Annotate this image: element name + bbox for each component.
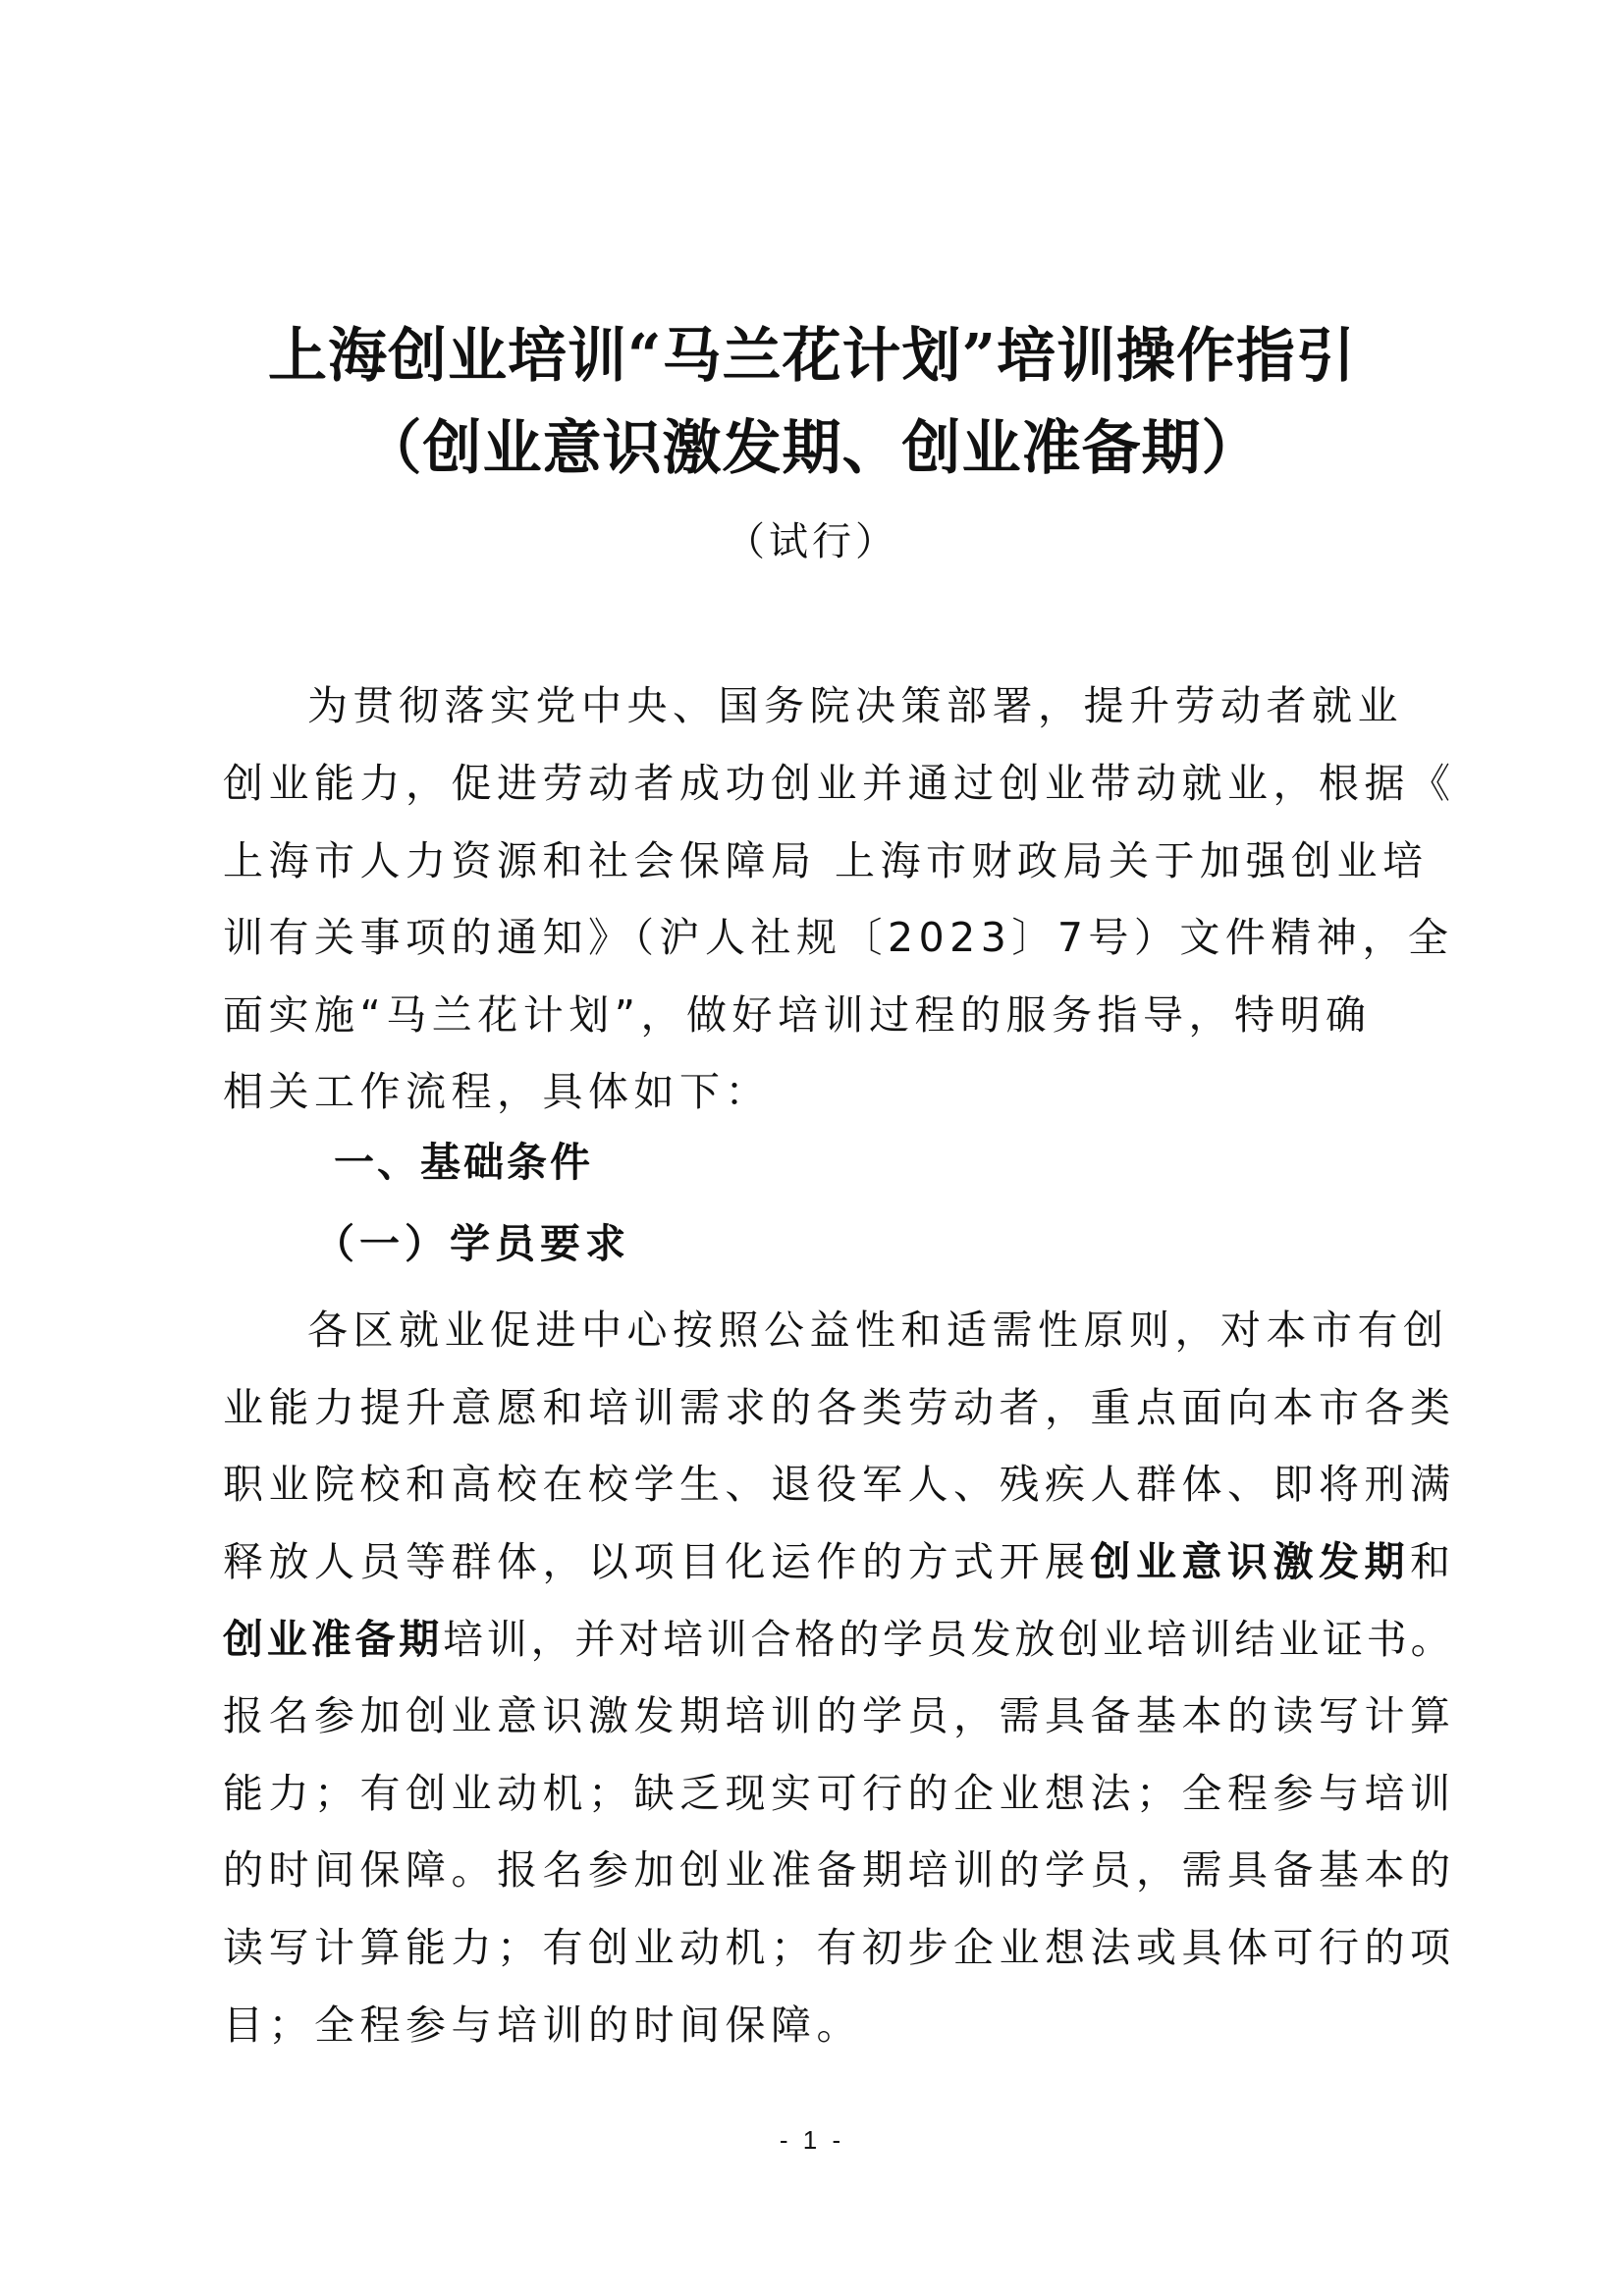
intro-line: 面实施“马兰花计划”，做好培训过程的服务指导，特明确 [223, 991, 1372, 1039]
body-line: 目；全程参与培训的时间保障。 [223, 2002, 862, 2049]
document-title-line-1: 上海创业培训“马兰花计划”培训操作指引 [267, 322, 1357, 391]
document-subtitle: （试行） [726, 519, 898, 564]
body-line: 职业院校和高校在校学生、退役军人、残疾人群体、即将刑满 [223, 1461, 1456, 1508]
intro-line: 为贯彻落实党中央、国务院决策部署，提升劳动者就业 [307, 682, 1403, 729]
emphasis-text: 创业意识激发期 [1090, 1538, 1410, 1585]
intro-line: 上海市人力资源和社会保障局 上海市财政局关于加强创业培 [223, 837, 1429, 884]
intro-line: 创业能力，促进劳动者成功创业并通过创业带动就业，根据《 [223, 760, 1456, 807]
body-text: 培训，并对培训合格的学员发放创业培训结业证书。 [443, 1616, 1455, 1663]
intro-line: 训有关事项的通知》（沪人社规〔2023〕7号）文件精神，全 [223, 914, 1454, 961]
body-line: 业能力提升意愿和培训需求的各类劳动者，重点面向本市各类 [223, 1384, 1456, 1431]
body-line-with-emphasis [223, 1538, 1456, 1585]
section-heading: 一、基础条件 [334, 1139, 593, 1186]
body-line: 读写计算能力；有创业动机；有初步企业想法或具体可行的项 [223, 1924, 1456, 1971]
body-line: 报名参加创业意识激发期培训的学员，需具备基本的读写计算 [223, 1692, 1456, 1739]
body-text: 和 [1410, 1538, 1456, 1585]
subsection-heading: （一）学员要求 [314, 1220, 630, 1267]
document-title-line-2: （创业意识激发期、创业准备期） [362, 414, 1262, 483]
body-text: 释放人员等群体，以项目化运作的方式开展 [223, 1538, 1091, 1585]
body-line: 各区就业促进中心按照公益性和适需性原则，对本市有创 [307, 1307, 1449, 1354]
emphasis-text: 创业准备期 [223, 1616, 443, 1663]
body-line: 的时间保障。报名参加创业准备期培训的学员，需具备基本的 [223, 1846, 1456, 1894]
page-number: - 1 - [779, 2125, 845, 2155]
body-line: 能力；有创业动机；缺乏现实可行的企业想法；全程参与培训 [223, 1770, 1456, 1817]
intro-line: 相关工作流程，具体如下： [223, 1068, 771, 1115]
body-line-with-emphasis [223, 1616, 1455, 1663]
